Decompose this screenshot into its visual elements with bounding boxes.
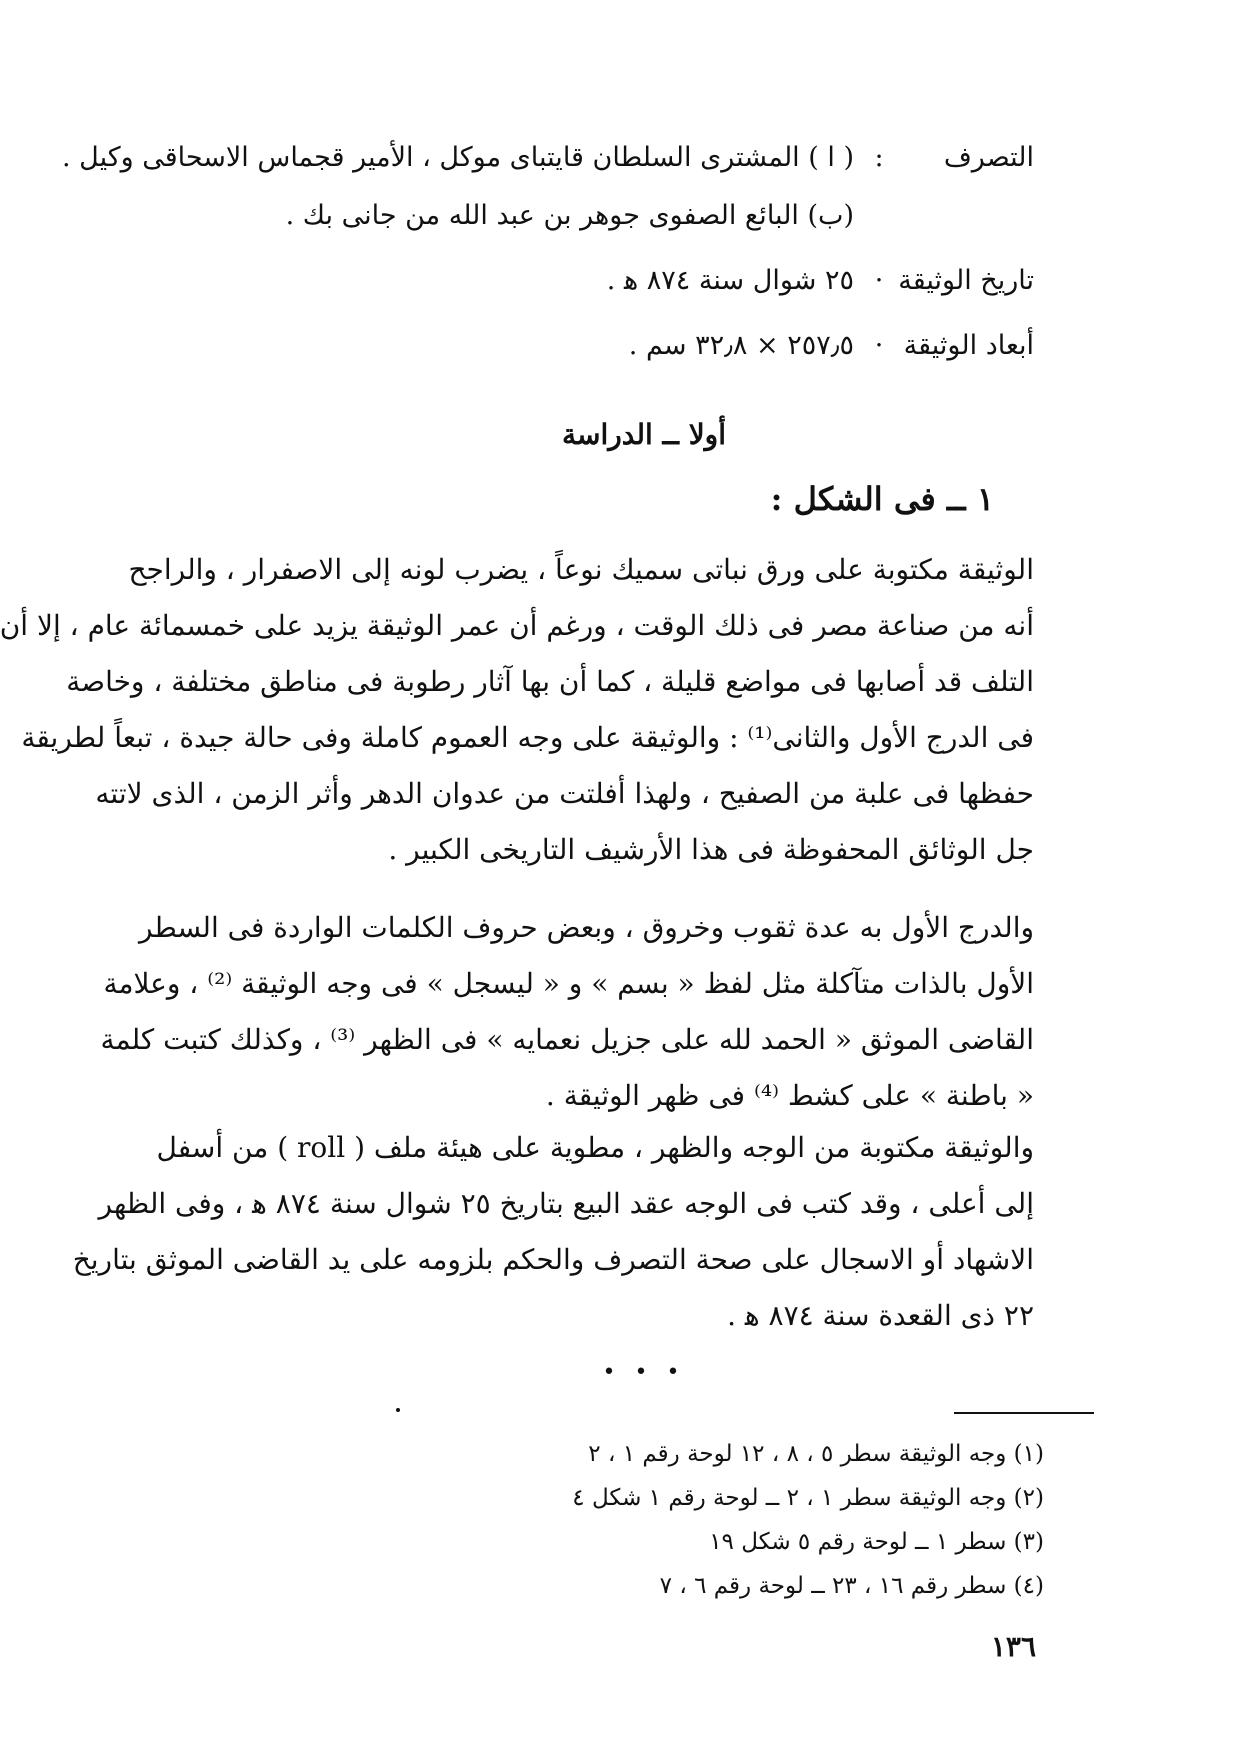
meta-seller-row — [234, 190, 854, 240]
paragraph-line: الأول بالذات متآكلة مثل لفظ « بسم » و « ليسجل » فى وجه الوثيقة ⁽²⁾ ، وعلامة — [103, 967, 1034, 1000]
meta-disposition-row — [61, 132, 1034, 182]
paragraph-line: إلى أعلى ، وقد كتب فى الوجه عقد البيع بتاريخ ٢٥ شوال سنة ٨٧٤ ﻫ ، وفى الظهر — [98, 1187, 1034, 1220]
meta-dims-separator: · — [874, 329, 884, 361]
meta-date-label: تاريخ الوثيقة — [898, 264, 1034, 296]
meta-date-row — [564, 255, 1034, 305]
page-number: ١٣٦ — [990, 1630, 1036, 1663]
paragraph-line: الاشهاد أو الاسجال على صحة التصرف والحكم بلزومه على يد القاضى الموثق بتاريخ — [72, 1243, 1034, 1276]
paragraph-line: والوثيقة مكتوبة من الوجه والظهر ، مطوية على هيئة ملف ( roll ) من أسفل — [156, 1131, 1034, 1164]
paragraph-line: فى الدرج الأول والثانى⁽¹⁾ : والوثيقة على وجه العموم كاملة وفى حالة جيدة ، تبعاً لطريقة — [21, 721, 1034, 754]
paragraph-line: أنه من صناعة مصر فى ذلك الوقت ، ورغم أن عمر الوثيقة يزيد على خمسمائة عام ، إلا أن — [0, 609, 1034, 642]
paragraph-line: والدرج الأول به عدة ثقوب وخروق ، وبعض حروف الكلمات الواردة فى السطر — [139, 911, 1034, 944]
meta-seller: (ب) البائع الصفوى جوهر بن عبد الله من جانى بك . — [285, 199, 854, 231]
paragraph-line: حفظها فى علبة من الصفيح ، ولهذا أفلتت من عدوان الدهر وأثر الزمن ، الذى لاتته — [95, 777, 1034, 810]
paragraph-3 — [72, 1120, 1034, 1344]
section-heading: أولا ــ الدراسة — [562, 418, 726, 451]
paragraph-line: ٢٢ ذى القعدة سنة ٨٧٤ ﻫ . — [727, 1299, 1034, 1332]
section-separator-dots: • • • — [602, 1360, 686, 1385]
footnote-item: (٢) وجه الوثيقة سطر ١ ، ٢ ــ لوحة رقم ١ شكل ٤ — [572, 1485, 1044, 1511]
meta-dims-label: أبعاد الوثيقة — [903, 329, 1034, 361]
paragraph-1 — [0, 542, 1034, 878]
meta-dims-row — [564, 320, 1034, 370]
meta-disposition-label: التصرف — [943, 141, 1034, 173]
paragraph-2 — [100, 900, 1034, 1124]
meta-buyer: ( ا ) المشترى السلطان قايتباى موكل ، الأمير قجماس الاسحاقى وكيل . — [61, 141, 854, 173]
paragraph-line: جل الوثائق المحفوظة فى هذا الأرشيف التاريخى الكبير . — [388, 833, 1034, 866]
meta-date-separator: · — [874, 264, 884, 296]
footnotes — [464, 1432, 1044, 1608]
sub-heading: ١ ــ فى الشكل : — [770, 480, 994, 518]
meta-date-value: ٢٥ شوال سنة ٨٧٤ ﻫ . — [606, 264, 854, 296]
meta-dims-value: ٢٥٧٫٥ × ٣٢٫٨ سم . — [628, 329, 854, 361]
meta-disposition-separator: : — [874, 141, 884, 173]
paragraph-line: التلف قد أصابها فى مواضع قليلة ، كما أن بها آثار رطوبة فى مناطق مختلفة ، وخاصة — [66, 665, 1034, 698]
paragraph-line: « باطنة » على كشط ⁽⁴⁾ فى ظهر الوثيقة . — [545, 1079, 1034, 1112]
footnote-item: (١) وجه الوثيقة سطر ٥ ، ٨ ، ١٢ لوحة رقم ١ ، ٢ — [588, 1441, 1044, 1467]
stray-dot — [396, 1408, 400, 1412]
footnote-item: (٣) سطر ١ ــ لوحة رقم ٥ شكل ١٩ — [709, 1529, 1044, 1555]
paragraph-line: الوثيقة مكتوبة على ورق نباتى سميك نوعاً ، يضرب لونه إلى الاصفرار ، والراجح — [128, 553, 1034, 586]
paragraph-line: القاضى الموثق « الحمد لله على جزيل نعمايه » فى الظهر ⁽³⁾ ، وكذلك كتبت كلمة — [100, 1023, 1034, 1056]
footnote-rule — [954, 1412, 1094, 1414]
footnote-item: (٤) سطر رقم ١٦ ، ٢٣ ــ لوحة رقم ٦ ، ٧ — [659, 1573, 1044, 1599]
